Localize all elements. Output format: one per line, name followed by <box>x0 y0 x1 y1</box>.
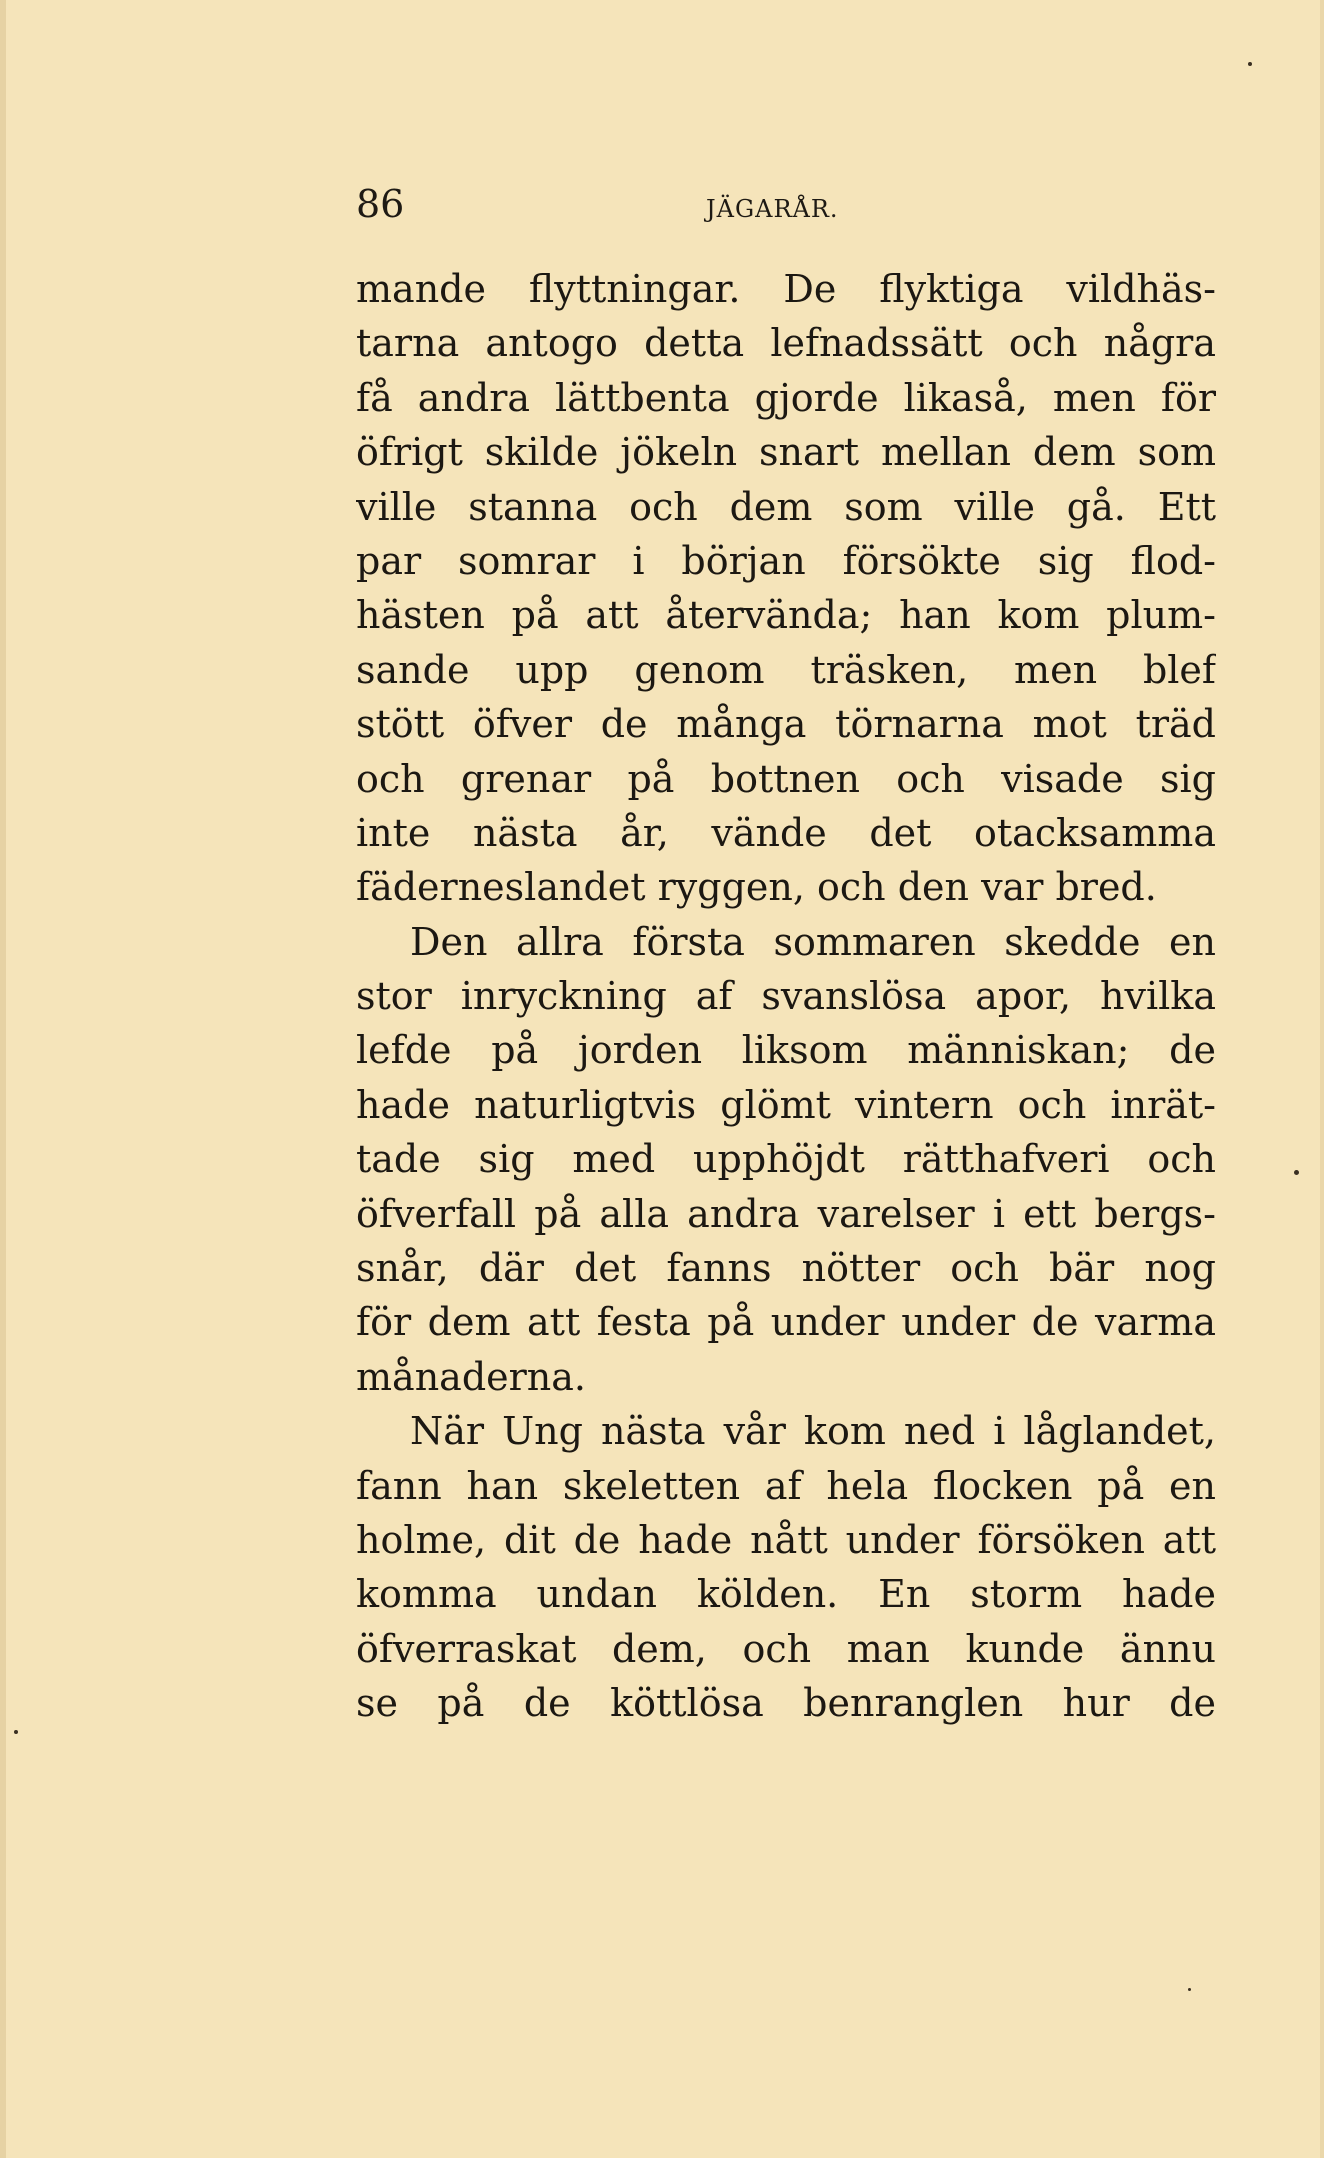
text-line: par somrar i början försökte sig flod- <box>356 538 1216 583</box>
text-line: lefde på jorden liksom människan; de <box>356 1028 1216 1073</box>
text-line: inte nästa år, vände det otacksamma <box>356 810 1216 855</box>
text-line: för dem att festa på under under de varma <box>356 1300 1216 1345</box>
text-line: tarna antogo detta lefnadssätt och några <box>356 321 1216 366</box>
text-line: Den allra första sommaren skedde en <box>410 919 1216 964</box>
running-title: JÄGARÅR. <box>706 195 839 223</box>
text-line: se på de köttlösa benranglen hur de <box>356 1681 1216 1726</box>
paper-speck <box>1248 62 1252 66</box>
text-line: holme, dit de hade nått under försöken att <box>356 1517 1216 1562</box>
text-line: sande upp genom träsken, men blef <box>356 647 1216 692</box>
text-line: komma undan kölden. En storm hade <box>356 1572 1216 1617</box>
running-head <box>356 180 1216 230</box>
text-line: fäderneslandet ryggen, och den var bred. <box>356 865 1157 910</box>
page-number: 86 <box>356 182 405 226</box>
paper-speck <box>1294 1170 1299 1175</box>
text-line: stött öfver de många törnarna mot träd <box>356 702 1216 747</box>
paper-speck <box>14 1730 18 1734</box>
page-left-edge <box>0 0 6 2158</box>
text-line: ville stanna och dem som ville gå. Ett <box>356 484 1216 529</box>
text-line: öfverraskat dem, och man kunde ännu <box>356 1626 1216 1671</box>
text-line: fann han skeletten af hela flocken på en <box>356 1463 1216 1508</box>
text-line: tade sig med upphöjdt rätthafveri och <box>356 1137 1216 1182</box>
text-line: stor inryckning af svanslösa apor, hvilka <box>356 974 1216 1019</box>
text-line: hästen på att återvända; han kom plum- <box>356 593 1216 638</box>
text-line: och grenar på bottnen och visade sig <box>356 756 1216 801</box>
text-line: mande flyttningar. De flyktiga vildhäs- <box>356 267 1216 311</box>
text-line: månaderna. <box>356 1354 587 1399</box>
text-line: öfverfall på alla andra varelser i ett bergs- <box>356 1191 1216 1236</box>
text-line: snår, där det fanns nötter och bär nog <box>356 1246 1216 1291</box>
text-line: När Ung nästa vår kom ned i låglandet, <box>410 1409 1216 1454</box>
text-line: få andra lättbenta gjorde likaså, men för <box>356 375 1216 420</box>
page-right-edge <box>1320 0 1324 2158</box>
text-line: hade naturligtvis glömt vintern och inrät- <box>356 1082 1216 1127</box>
paper-speck <box>1188 1988 1191 1991</box>
body-text <box>356 262 1216 1731</box>
text-line: öfrigt skilde jökeln snart mellan dem som <box>356 430 1216 475</box>
